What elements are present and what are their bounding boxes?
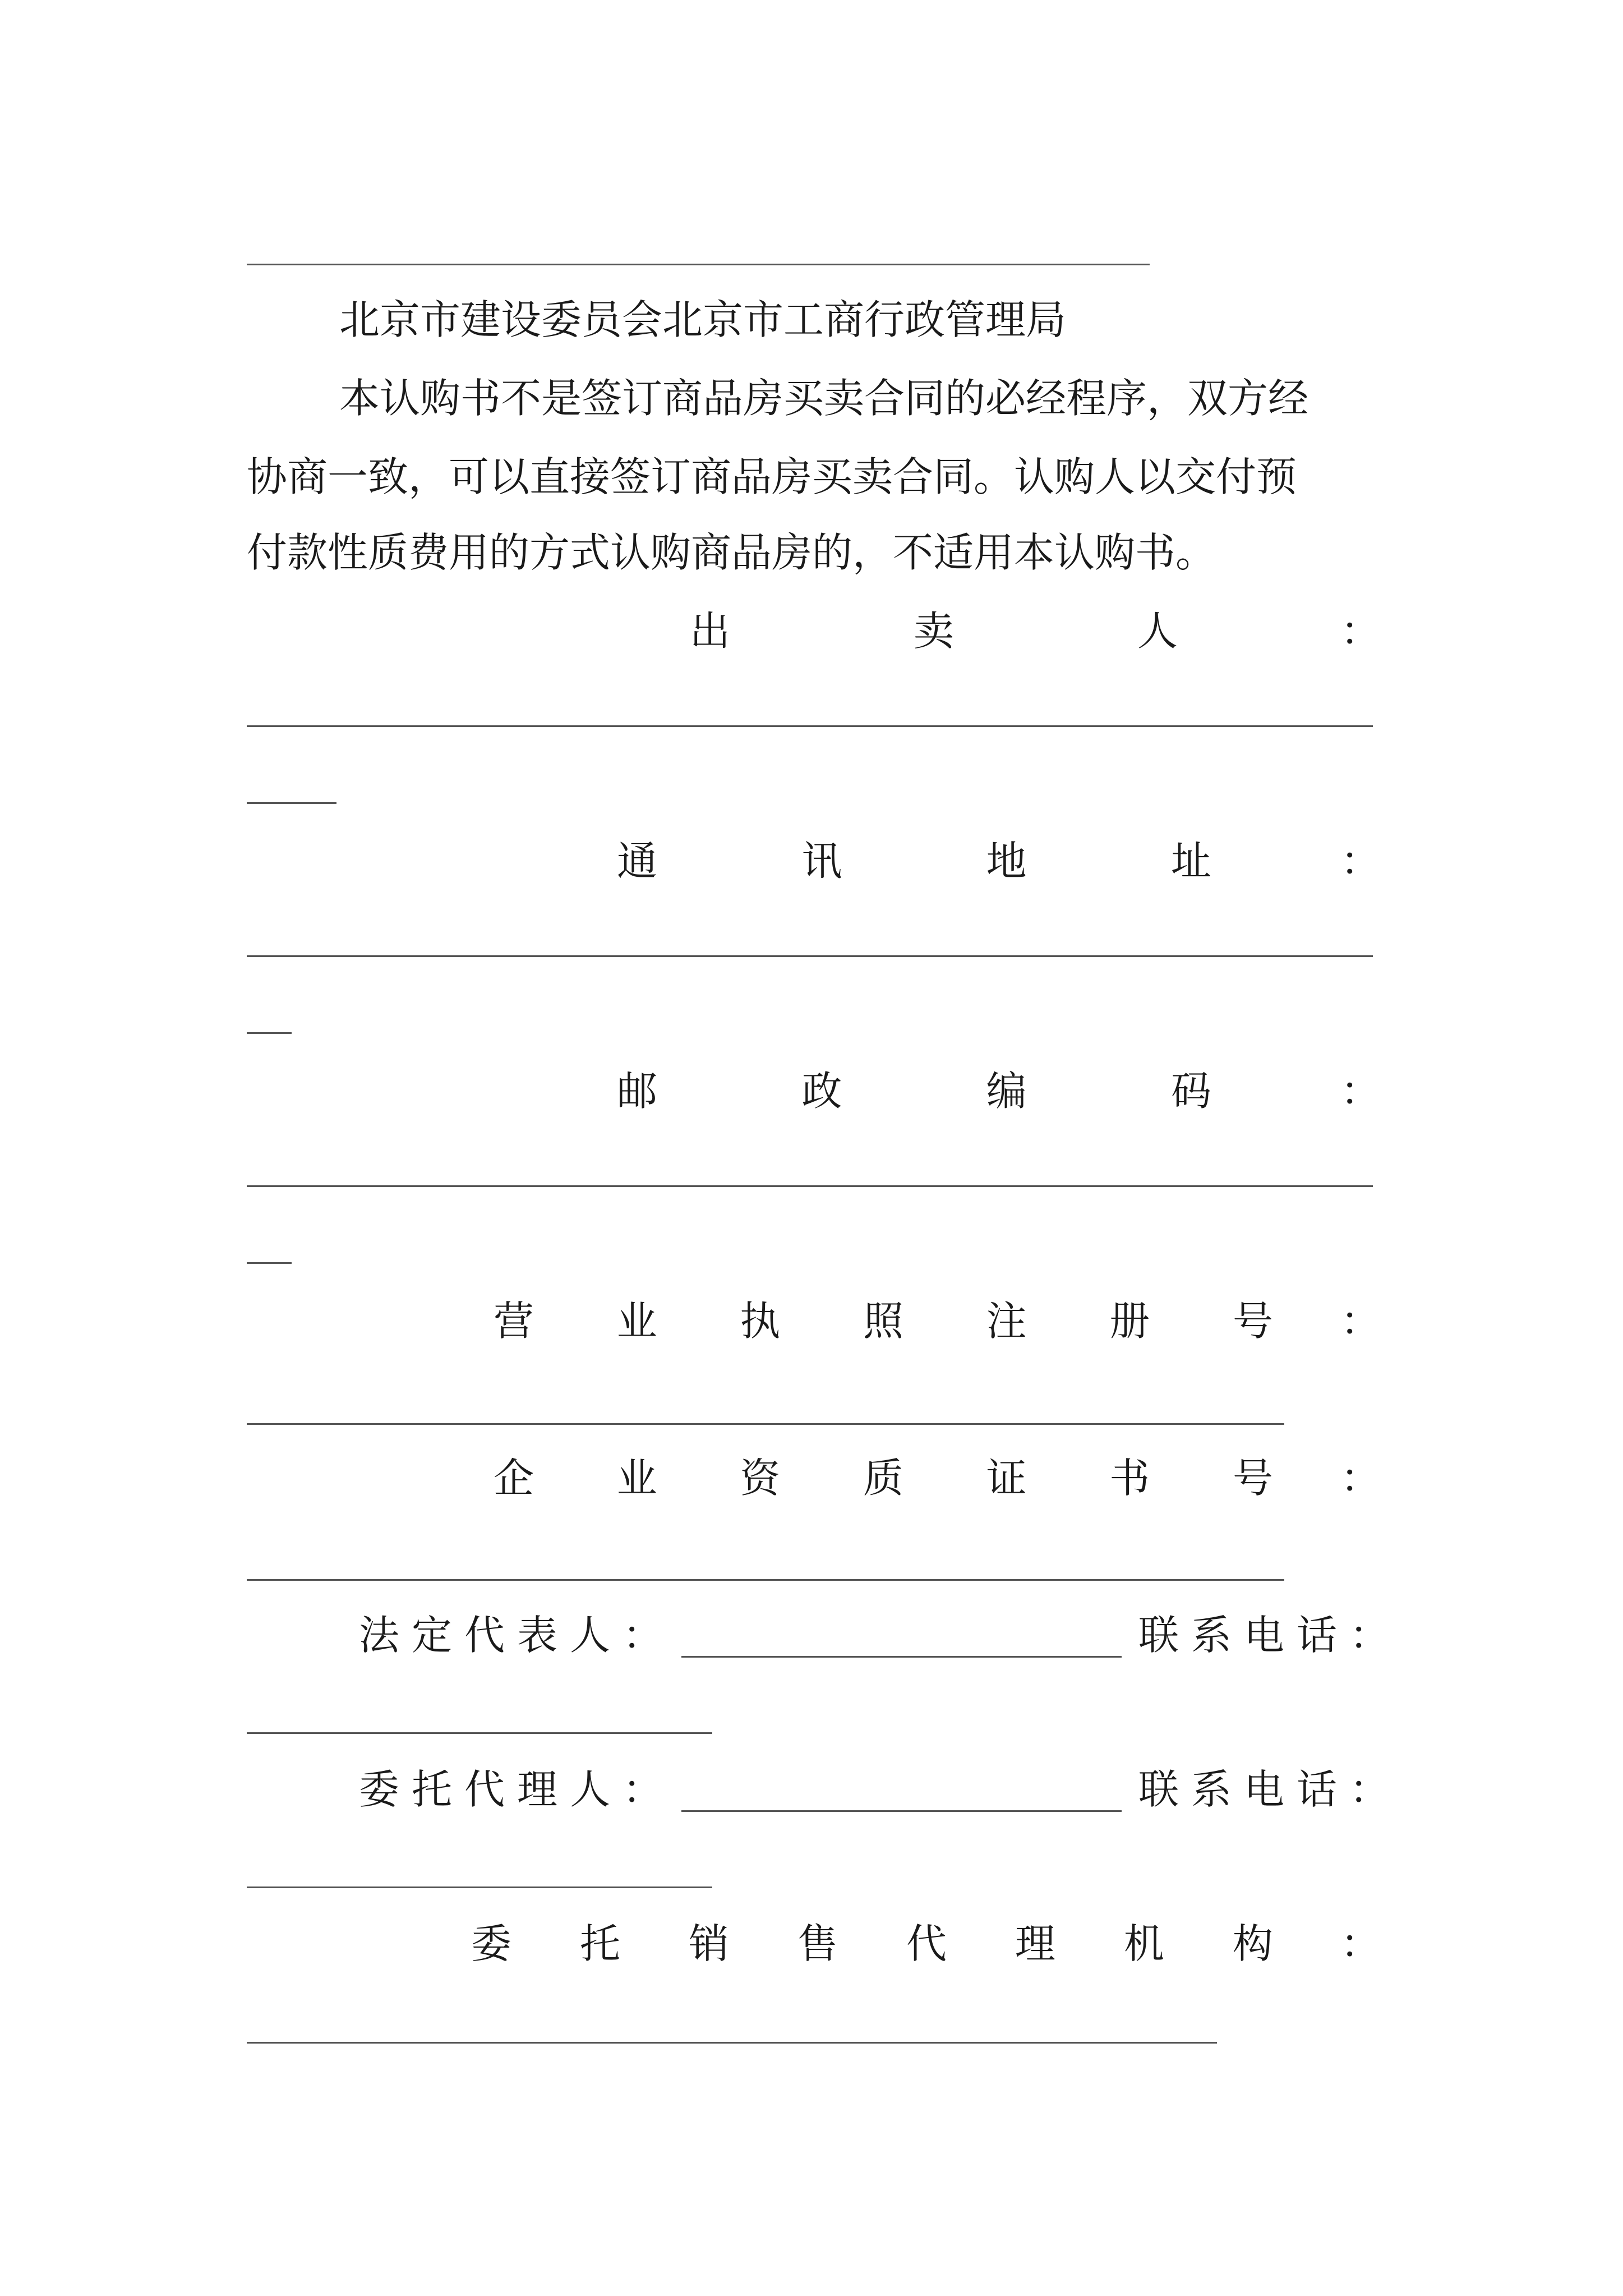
agent-phone-label: 联系电话： — [1138, 1766, 1403, 1813]
legal-rep-phone-label: 联系电话： — [1138, 1612, 1403, 1659]
business-license-field[interactable] — [247, 1423, 1284, 1425]
authorized-agent-field[interactable] — [681, 1810, 1122, 1812]
notice-line-2: 协商一致，可以直接签订商品房买卖合同。认购人以交付预 — [247, 453, 1297, 500]
legal-representative-label: 法定代表人： — [359, 1612, 676, 1659]
sales-agency-field[interactable] — [247, 2042, 1217, 2044]
qualification-cert-colon: ： — [1340, 1455, 1381, 1502]
seller-postcode-colon: ： — [1340, 1068, 1381, 1115]
seller-address-colon: ： — [1340, 838, 1381, 885]
seller-name-field-continued[interactable] — [247, 802, 336, 804]
seller-name-field[interactable] — [247, 725, 1373, 727]
seller-postcode-label: 邮 政 编 码 — [617, 1068, 1211, 1115]
seller-address-field-continued[interactable] — [247, 1032, 292, 1034]
seller-postcode-field-continued[interactable] — [247, 1262, 292, 1264]
qualification-cert-field[interactable] — [247, 1579, 1284, 1581]
legal-rep-phone-field[interactable] — [247, 1732, 712, 1734]
seller-colon: ： — [1340, 608, 1381, 655]
legal-representative-field[interactable] — [681, 1656, 1122, 1658]
agent-phone-field[interactable] — [247, 1887, 712, 1888]
business-license-label: 营 业 执 照 注 册 号 — [494, 1297, 1273, 1345]
issuing-authority: 北京市建设委员会北京市工商行政管理局 — [339, 296, 1067, 343]
top-rule — [247, 264, 1150, 265]
qualification-cert-label: 企 业 资 质 证 书 号 — [494, 1455, 1273, 1502]
seller-postcode-field[interactable] — [247, 1185, 1373, 1187]
notice-line-3: 付款性质费用的方式认购商品房的，不适用本认购书。 — [247, 529, 1216, 576]
seller-address-label: 通 讯 地 址 — [617, 838, 1211, 885]
sales-agency-label: 委 托 销 售 代 理 机 构 — [471, 1920, 1273, 1967]
business-license-colon: ： — [1340, 1297, 1381, 1345]
seller-label: 出 卖 人 — [690, 608, 1178, 655]
authorized-agent-label: 委托代理人： — [359, 1766, 676, 1813]
seller-address-field[interactable] — [247, 955, 1373, 957]
sales-agency-colon: ： — [1340, 1920, 1381, 1967]
notice-line-1: 本认购书不是签订商品房买卖合同的必经程序，双方经 — [339, 375, 1309, 422]
